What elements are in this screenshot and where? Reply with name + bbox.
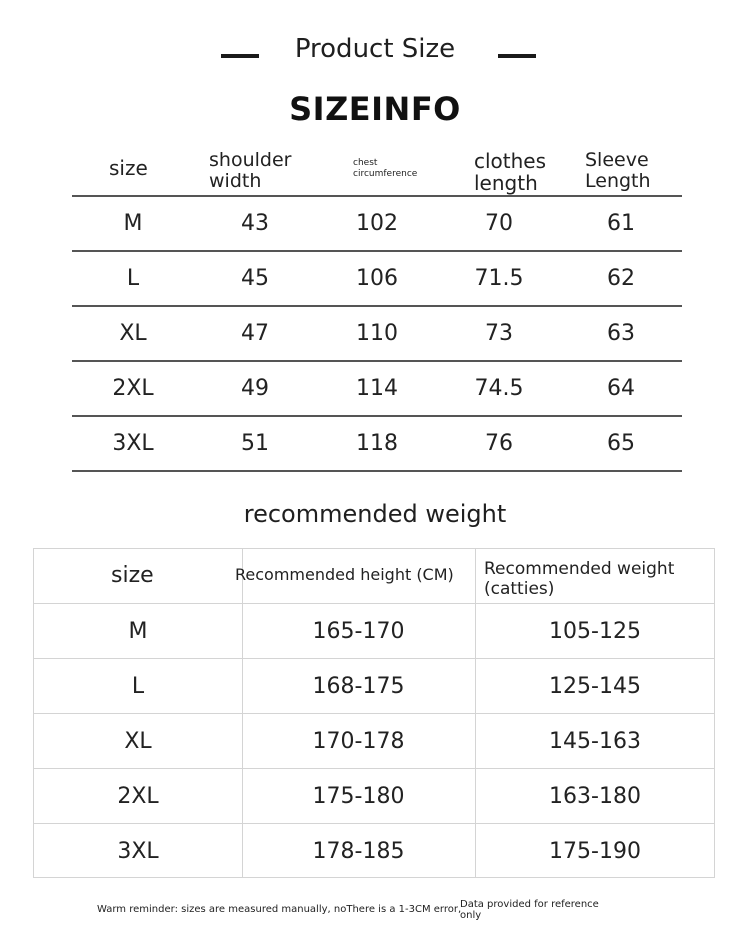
header-sleeve-length <box>585 150 651 192</box>
table-row <box>72 361 682 416</box>
cell-sleeve: 65 <box>607 431 635 456</box>
cell-chest: 106 <box>356 266 398 291</box>
header-chest-circumference <box>353 158 417 180</box>
title-dash-right <box>498 54 536 58</box>
header-chest-line1: chest <box>353 158 378 168</box>
row-divider <box>34 713 714 714</box>
weight-cell-height: 170-178 <box>312 729 405 754</box>
reference-note-text: Data provided for reference only <box>460 899 599 921</box>
header-shoulder-line1: shoulder <box>209 149 292 171</box>
header-sleeve-line2: Length <box>585 170 651 192</box>
header-shoulder-line2: width <box>209 170 262 192</box>
cell-sleeve: 61 <box>607 211 635 236</box>
header-clothes-length <box>474 150 546 194</box>
cell-shoulder: 45 <box>241 266 269 291</box>
weight-cell-height: 175-180 <box>312 784 405 809</box>
weight-cell-weight: 145-163 <box>549 729 641 754</box>
weight-header-weight-line2: (catties) <box>484 579 555 599</box>
table-divider <box>72 470 682 472</box>
weight-table <box>33 548 715 878</box>
weight-header-height: Recommended height (CM) <box>235 565 454 584</box>
row-divider <box>34 823 714 824</box>
cell-size: M <box>123 211 143 236</box>
weight-header-weight-line1: Recommended weight <box>484 559 675 579</box>
row-divider <box>34 603 714 604</box>
cell-length: 71.5 <box>474 266 524 291</box>
cell-sleeve: 63 <box>607 321 635 346</box>
cell-length: 70 <box>485 211 513 236</box>
weight-cell-height: 168-175 <box>312 674 405 699</box>
cell-chest: 102 <box>356 211 398 236</box>
cell-shoulder: 49 <box>241 376 269 401</box>
weight-cell-size: M <box>128 619 148 644</box>
header-clothes-line1: clothes <box>474 149 547 173</box>
cell-sleeve: 64 <box>607 376 635 401</box>
weight-cell-weight: 105-125 <box>549 619 641 644</box>
row-divider <box>34 768 714 769</box>
cell-size: XL <box>119 321 147 346</box>
cell-size: 3XL <box>112 431 154 456</box>
header-chest-line2: circumference <box>353 169 418 179</box>
cell-chest: 118 <box>356 431 398 456</box>
weight-cell-height: 178-185 <box>312 839 405 864</box>
header-clothes-line2: length <box>474 171 538 195</box>
weight-cell-size: 3XL <box>117 839 159 864</box>
size-table-header <box>72 146 682 196</box>
cell-length: 73 <box>485 321 513 346</box>
cell-size: L <box>126 266 140 291</box>
weight-cell-height: 165-170 <box>312 619 405 644</box>
size-info-heading: SIZEINFO <box>289 90 461 128</box>
weight-cell-size: 2XL <box>117 784 159 809</box>
recommended-weight-heading: recommended weight <box>243 500 507 528</box>
weight-cell-size: XL <box>124 729 152 754</box>
cell-shoulder: 43 <box>241 211 269 236</box>
header-sleeve-line1: Sleeve <box>585 149 649 171</box>
cell-chest: 114 <box>356 376 398 401</box>
table-row <box>72 251 682 306</box>
cell-length: 76 <box>485 431 513 456</box>
header-shoulder-width <box>209 150 291 192</box>
cell-shoulder: 51 <box>241 431 269 456</box>
warm-reminder-text: Warm reminder: sizes are measured manually, noThere is a 1-3CM error, <box>97 904 462 915</box>
cell-chest: 110 <box>356 321 398 346</box>
header-size: size <box>109 156 148 180</box>
cell-sleeve: 62 <box>607 266 635 291</box>
weight-cell-weight: 163-180 <box>549 784 641 809</box>
cell-length: 74.5 <box>474 376 524 401</box>
row-divider <box>34 658 714 659</box>
table-row <box>72 196 682 251</box>
weight-cell-weight: 175-190 <box>549 839 641 864</box>
page-title: Product Size <box>294 34 456 64</box>
weight-header-size: size <box>111 563 154 588</box>
cell-shoulder: 47 <box>241 321 269 346</box>
table-row <box>72 306 682 361</box>
weight-cell-size: L <box>131 674 145 699</box>
weight-header-weight <box>484 559 674 599</box>
cell-size: 2XL <box>112 376 154 401</box>
table-row <box>72 416 682 471</box>
weight-cell-weight: 125-145 <box>549 674 641 699</box>
